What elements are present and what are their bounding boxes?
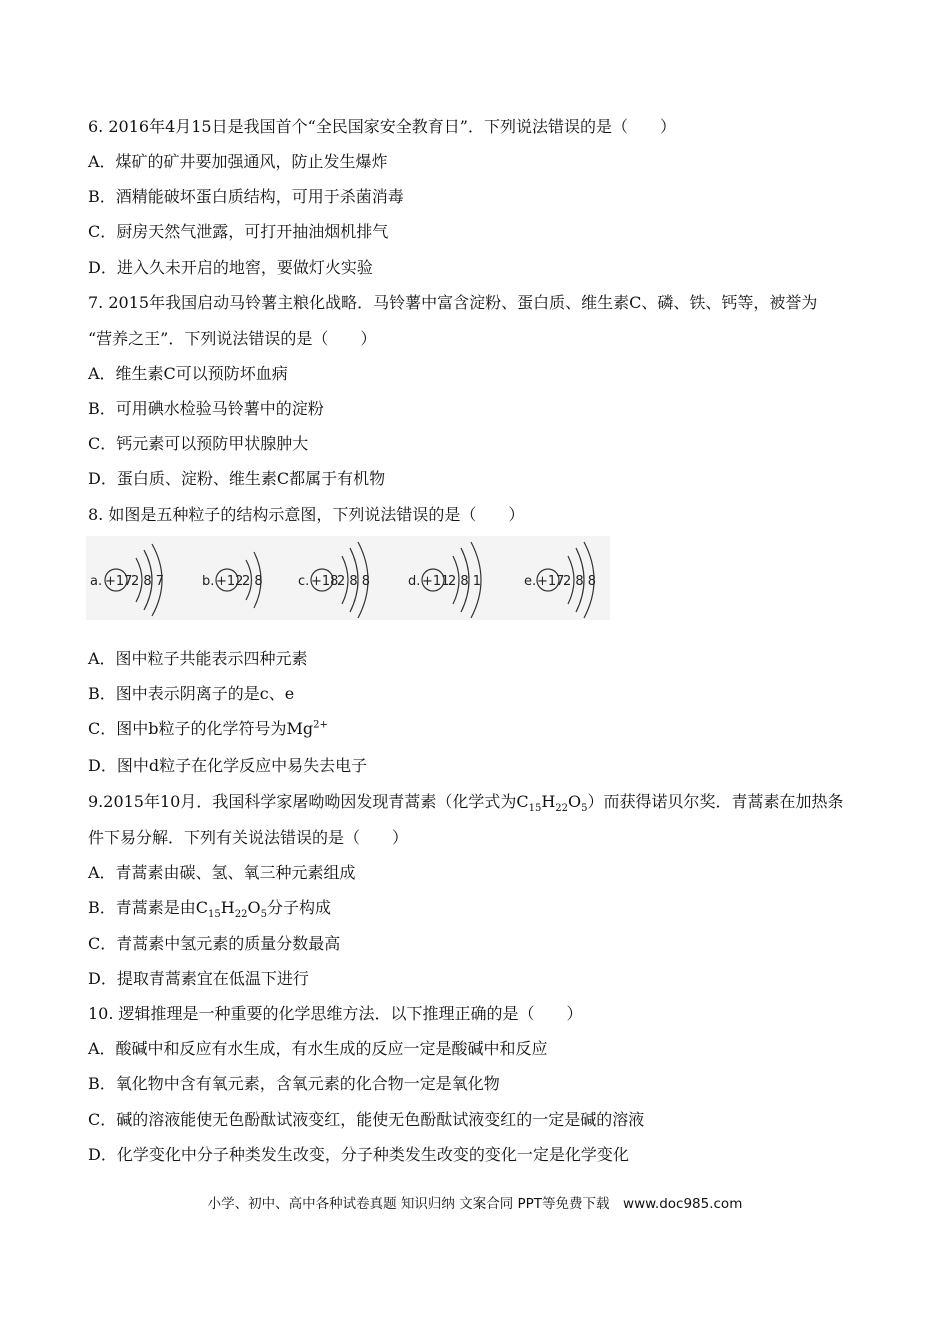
q10-option-a: A．酸碱中和反应有水生成，有水生成的反应一定是酸碱中和反应 [88,1039,548,1058]
atom-e-shells: 2 8 8 [563,574,597,589]
q8-option-a: A．图中粒子共能表示四种元素 [88,649,308,668]
atom-c [298,542,370,618]
atom-c-shells: 2 8 8 [337,574,371,589]
atom-b [202,552,263,608]
particle-structure-figure [86,536,610,620]
q7-stem-line2: “营养之王”．下列说法错误的是（ ） [88,329,377,348]
q10-option-b: B．氧化物中含有氧元素，含氧元素的化合物一定是氧化物 [88,1074,500,1093]
atom-c-label: c. [298,574,310,589]
q9-option-b-text-pre: B．青蒿素是由C [88,898,209,917]
q8-option-c-charge: 2+ [313,719,328,731]
q6-option-b: B．酒精能破坏蛋白质结构，可用于杀菌消毒 [88,187,404,206]
q9-option-b [88,898,331,921]
q8-stem: 8. 如图是五种粒子的结构示意图，下列说法错误的是（ ） [88,505,525,524]
atom-a [90,544,164,616]
q10-option-d: D．化学变化中分子种类发生改变，分子种类发生改变的变化一定是化学变化 [88,1145,629,1164]
atom-e-nucleus: +17 [537,574,565,589]
q7-option-b: B．可用碘水检验马铃薯中的淀粉 [88,399,324,418]
q9-option-c: C．青蒿素中氢元素的质量分数最高 [88,934,341,953]
atom-b-label: b. [202,574,215,589]
q6-option-c: C．厨房天然气泄露，可打开抽油烟机排气 [88,222,389,241]
atom-d-shells: 2 8 1 [448,574,482,589]
particle-diagrams [86,536,610,620]
formula-c-count-b: 15 [208,909,221,921]
q8-option-c [88,719,328,739]
q10-stem: 10. 逻辑推理是一种重要的化学思维方法．以下推理正确的是（ ） [88,1004,583,1023]
q7-option-c: C．钙元素可以预防甲状腺肿大 [88,434,309,453]
atom-d-nucleus: +11 [422,574,450,589]
atom-e [524,542,596,618]
q10-option-c: C．碱的溶液能使无色酚酞试液变红，能使无色酚酞试液变红的一定是碱的溶液 [88,1110,645,1129]
q6-stem: 6. 2016年4月15日是我国首个“全民国家安全教育日”．下列说法错误的是（ ） [88,117,676,136]
formula-c-count: 15 [528,803,542,815]
atom-d [408,542,481,618]
q6-option-a: A．煤矿的矿井要加强通风，防止发生爆炸 [88,152,388,171]
q7-stem-line1: 7. 2015年我国启动马铃薯主粮化战略．马铃薯中富含淀粉、蛋白质、维生素C、磷、铁、钙等，被誉为 [88,293,818,312]
q7-option-d: D．蛋白质、淀粉、维生素C都属于有机物 [88,469,386,488]
atom-e-label: e. [524,574,537,589]
q9-stem-line2: 件下易分解．下列有关说法错误的是（ ） [88,828,409,847]
q8-option-b: B．图中表示阴离子的是c、e [88,684,295,703]
formula-h-symbol-b: H [220,898,235,917]
q8-option-c-text: C．图中b粒子的化学符号为Mg [88,719,314,738]
atom-b-shells: 2 8 [242,574,263,589]
atom-c-nucleus: +18 [311,574,339,589]
q9-option-a: A．青蒿素由碳、氢、氧三种元素组成 [88,863,356,882]
formula-o-symbol-b: O [247,898,261,917]
q9-stem-line1 [88,792,844,815]
q9-stem-text-post: ）而获得诺贝尔奖．青蒿素在加热条 [587,792,844,811]
atom-a-nucleus: +17 [105,574,133,589]
formula-o-count: 5 [581,803,588,815]
q8-option-d: D．图中d粒子在化学反应中易失去电子 [88,756,368,775]
atom-b-nucleus: +12 [216,574,244,589]
atom-d-label: d. [408,574,421,589]
atom-a-shells: 2 8 7 [131,574,165,589]
formula-h-symbol: H [541,792,556,811]
formula-h-count: 22 [555,803,569,815]
formula-o-count-b: 5 [260,909,267,921]
q6-option-d: D．进入久未开启的地窖，要做灯火实验 [88,258,373,277]
q7-option-a: A．维生素C可以预防坏血病 [88,364,288,383]
formula-o-symbol: O [568,792,582,811]
q9-option-d: D．提取青蒿素宜在低温下进行 [88,969,309,988]
q9-option-b-text-post: 分子构成 [266,898,331,917]
atom-a-label: a. [90,574,103,589]
q9-stem-text-pre: 9.2015年10月．我国科学家屠呦呦因发现青蒿素（化学式为C [88,792,529,811]
page-footer: 小学、初中、高中各种试卷真题 知识归纳 文案合同 PPT等免费下载 www.doc985.com [207,1196,743,1212]
formula-h-count-b: 22 [234,909,248,921]
